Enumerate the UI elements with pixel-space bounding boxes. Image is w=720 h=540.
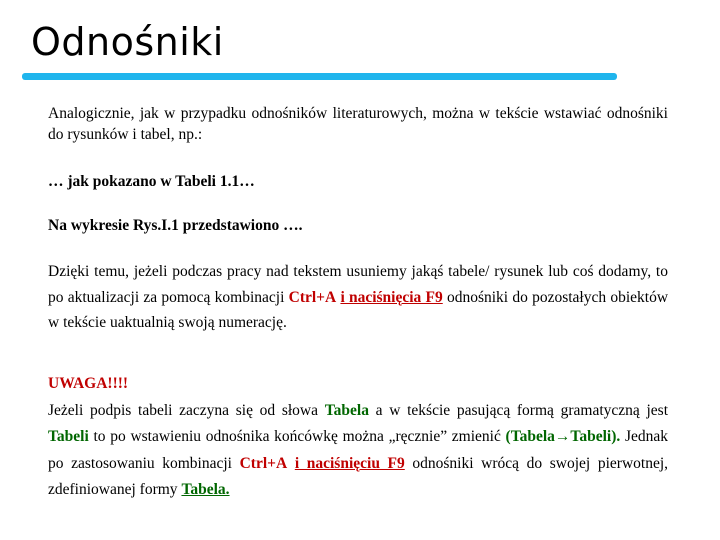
- intro-paragraph: Analogicznie, jak w przypadku odnośników literaturowych, można w tekście wstawiać odnośniki do rysunków i tabel, np.:: [48, 105, 668, 143]
- ctrl-a-shortcut-2: Ctrl+A: [239, 454, 288, 472]
- tabela-final: Tabela.: [181, 481, 230, 498]
- space: [287, 455, 295, 472]
- warning-heading: UWAGA!!!!: [48, 375, 129, 392]
- warning-text-5: odnośniki wrócą do swojej pierwotnej, zdefiniowanej formy: [48, 454, 669, 498]
- update-text-2: odnośniki do pozostałych obiektów w tekście uaktualnią swoją numerację.: [48, 288, 669, 331]
- warning-text-4: Jednak po zastosowaniu kombinacji: [48, 428, 668, 472]
- warning-text-3: to po wstawieniu odnośnika końcówkę można „ręcznie” zmienić: [88, 428, 506, 445]
- update-text-1: Dzięki temu, jeżeli podczas pracy nad tekstem usuniemy jakąś tabele/ rysunek lub coś dodamy, to po aktualizacji za pomocą kombinacji: [48, 263, 668, 306]
- update-paragraph: [48, 259, 668, 336]
- f9-shortcut-2: i naciśnięciu F9: [294, 454, 405, 472]
- slide-title: Odnośniki: [31, 20, 224, 64]
- warning-text-1: Jeżeli podpis tabeli zaczyna się od słowa: [48, 401, 325, 419]
- tabela-word: Tabela: [324, 401, 369, 419]
- example-table-reference: … jak pokazano w Tabeli 1.1…: [48, 173, 255, 190]
- warning-paragraph: [48, 371, 668, 504]
- f9-shortcut: i naciśnięcia F9: [340, 288, 443, 306]
- title-underline: [22, 73, 617, 80]
- warning-text-2: a w tekście pasującą formą gramatyczną jest: [368, 401, 668, 419]
- tabeli-word: Tabeli: [48, 428, 89, 445]
- ctrl-a-shortcut: Ctrl+A: [288, 288, 337, 306]
- tabela-tabeli-example: (Tabela→Tabeli).: [505, 428, 621, 445]
- example-figure-reference: Na wykresie Rys.I.1 przedstawiono ….: [48, 217, 303, 234]
